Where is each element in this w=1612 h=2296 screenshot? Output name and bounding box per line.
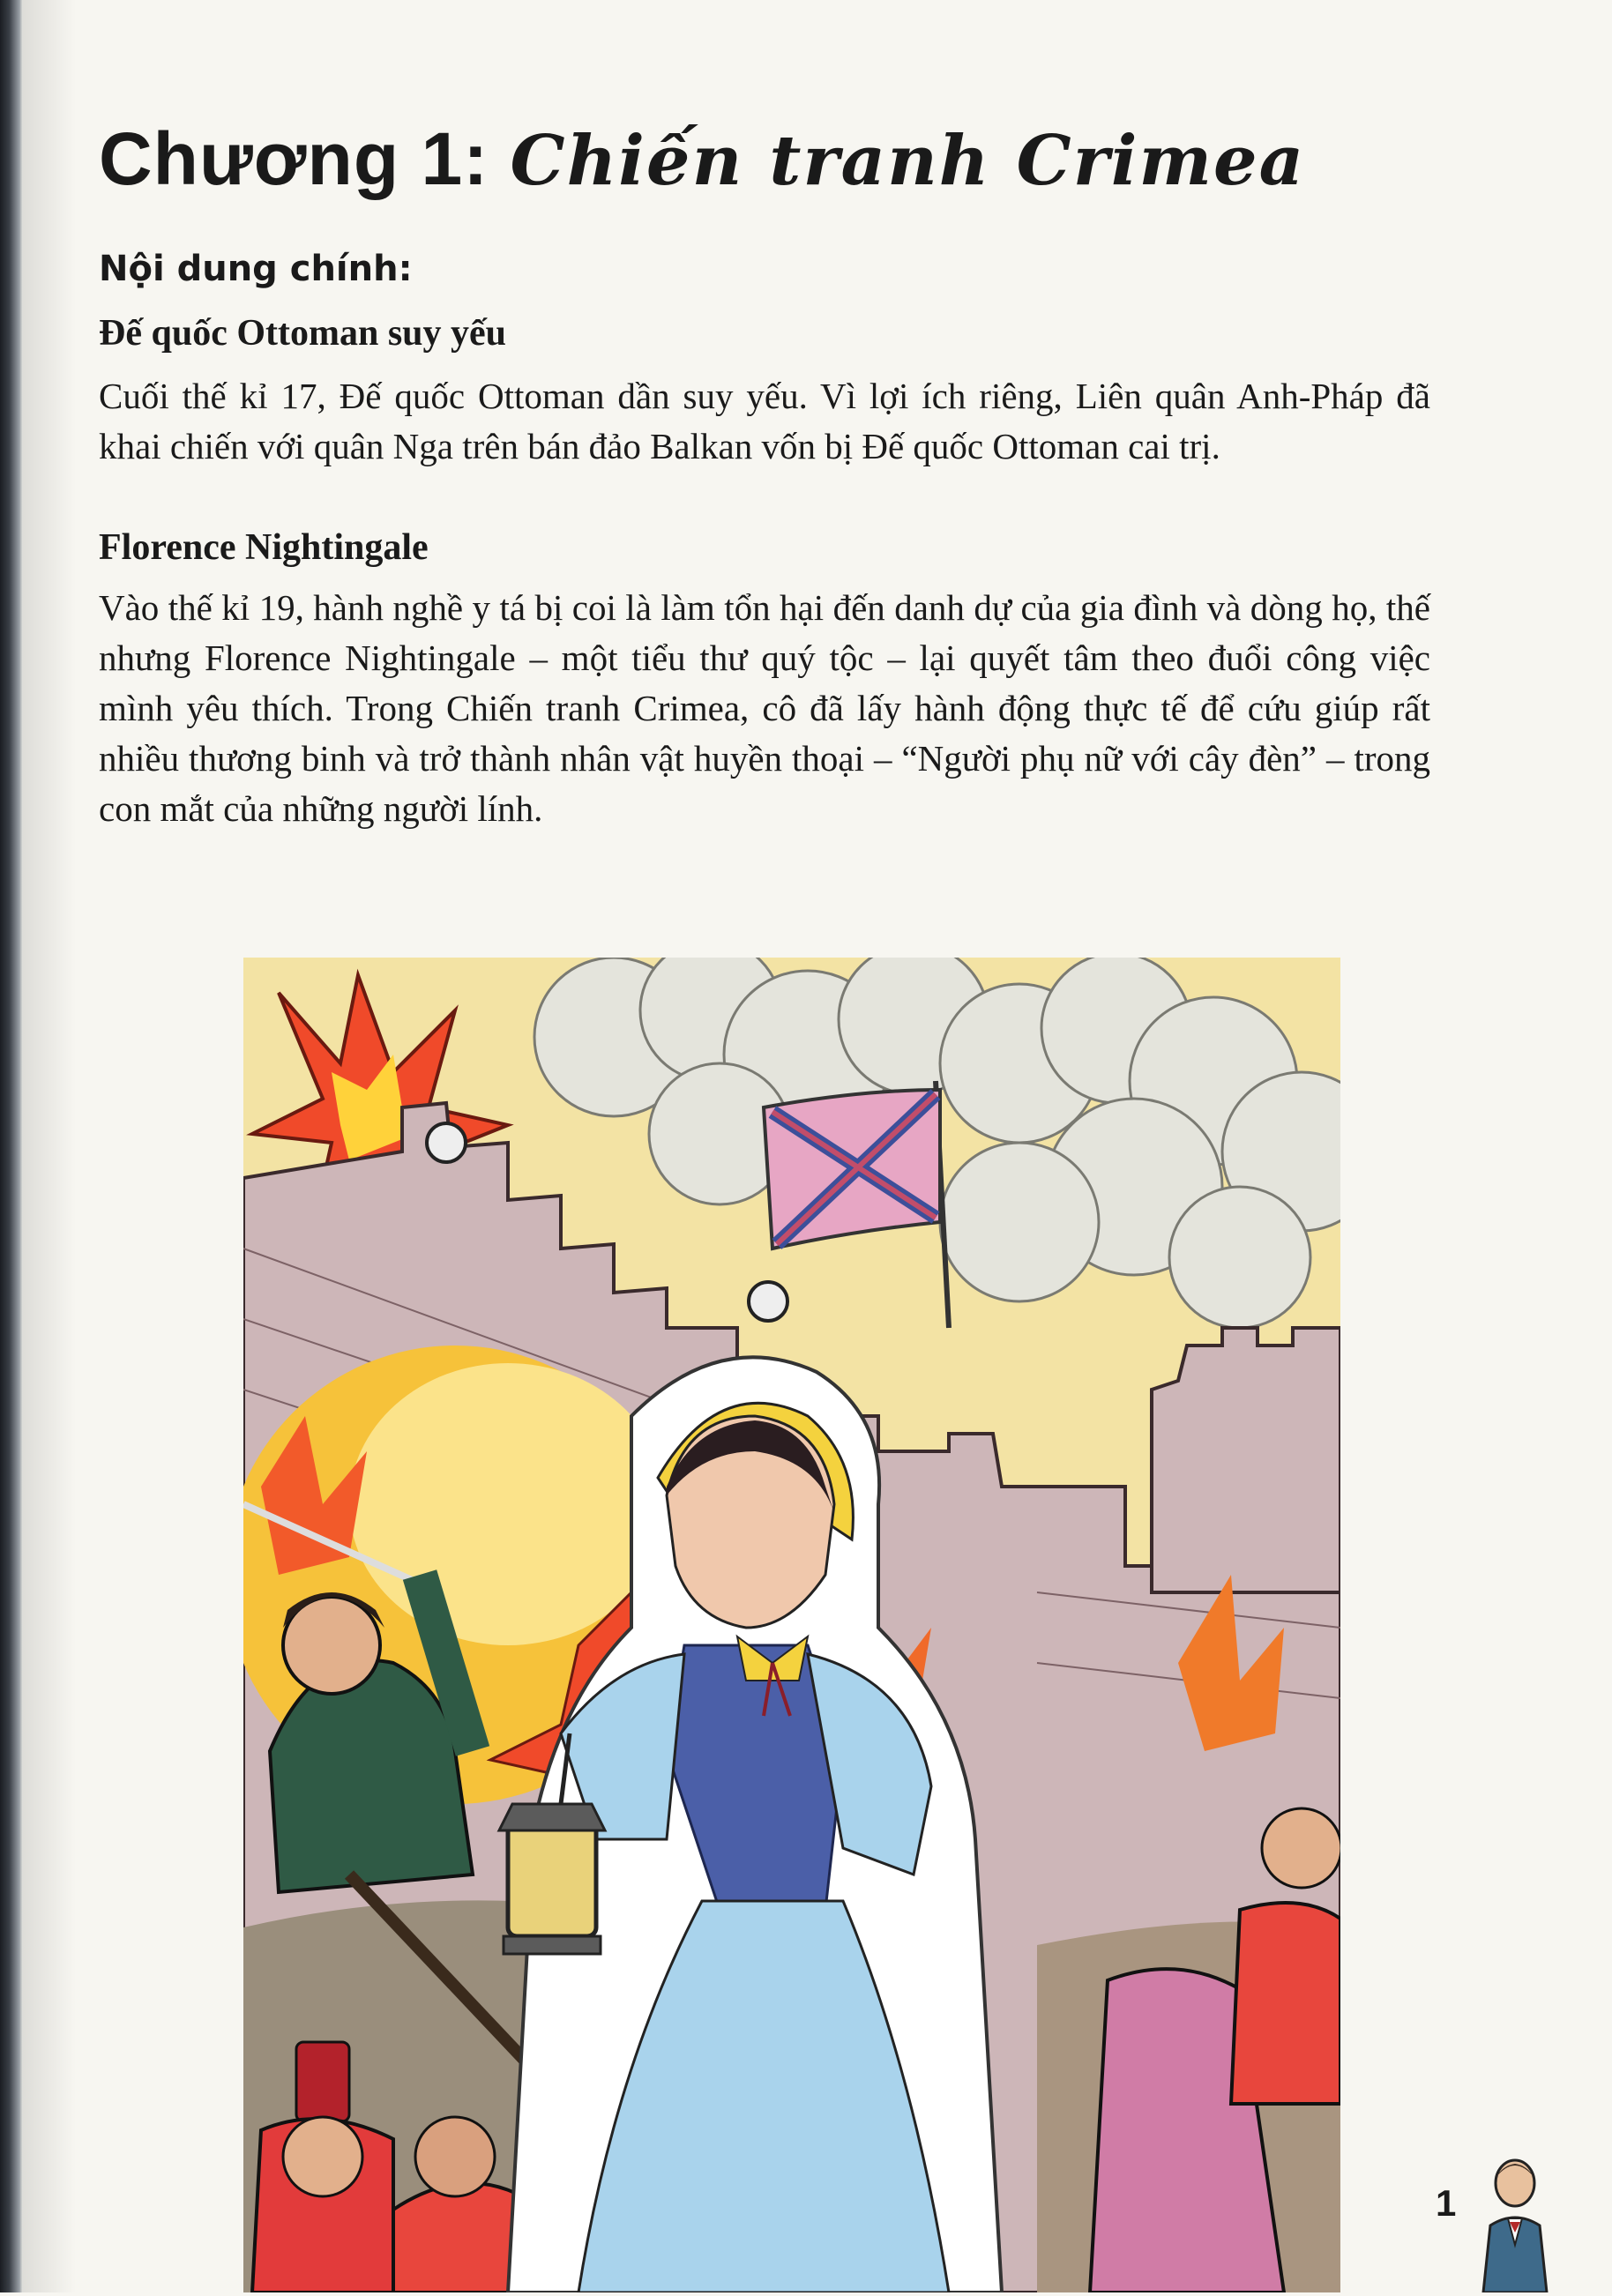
mascot-figure-icon [1478,2148,1552,2292]
page-gutter-shade [23,0,76,2292]
chapter-title [99,117,1306,201]
chapter-name: Chiến tranh Crimea [510,121,1306,201]
paragraph-ottoman: Cuối thế kỉ 17, Đế quốc Ottoman dần suy yếu. Vì lợi ích riêng, Liên quân Anh-Pháp đã khai chiến với quân Nga trên bán đảo Balkan vốn bị Đế quốc Ottoman cai trị. [99,376,1430,466]
section-label: Nội dung chính: [99,249,413,289]
crimea-war-illustration [243,958,1340,2292]
paragraph-nightingale: Vào thế kỉ 19, hành nghề y tá bị coi là làm tổn hại đến danh dự của gia đình và dòng họ, thế nhưng Florence Nightingale – một tiểu thư quý tộc – lại quyết tâm theo đuổi công việc mình yêu thích. Trong Chiến tranh Crimea, cô đã lấy hành động thực tế để cứu giúp rất nhiều thương binh và trở thành nhân vật huyền thoại – “Người phụ nữ với cây đèn” – trong con mắt của những người lính. [99,587,1430,829]
page-number: 1 [1436,2182,1457,2224]
heading-nightingale: Florence Nightingale [99,527,429,568]
chapter-label: Chương 1: [99,117,489,200]
heading-ottoman: Đế quốc Ottoman suy yếu [99,313,507,354]
book-spine-shadow [0,0,23,2292]
